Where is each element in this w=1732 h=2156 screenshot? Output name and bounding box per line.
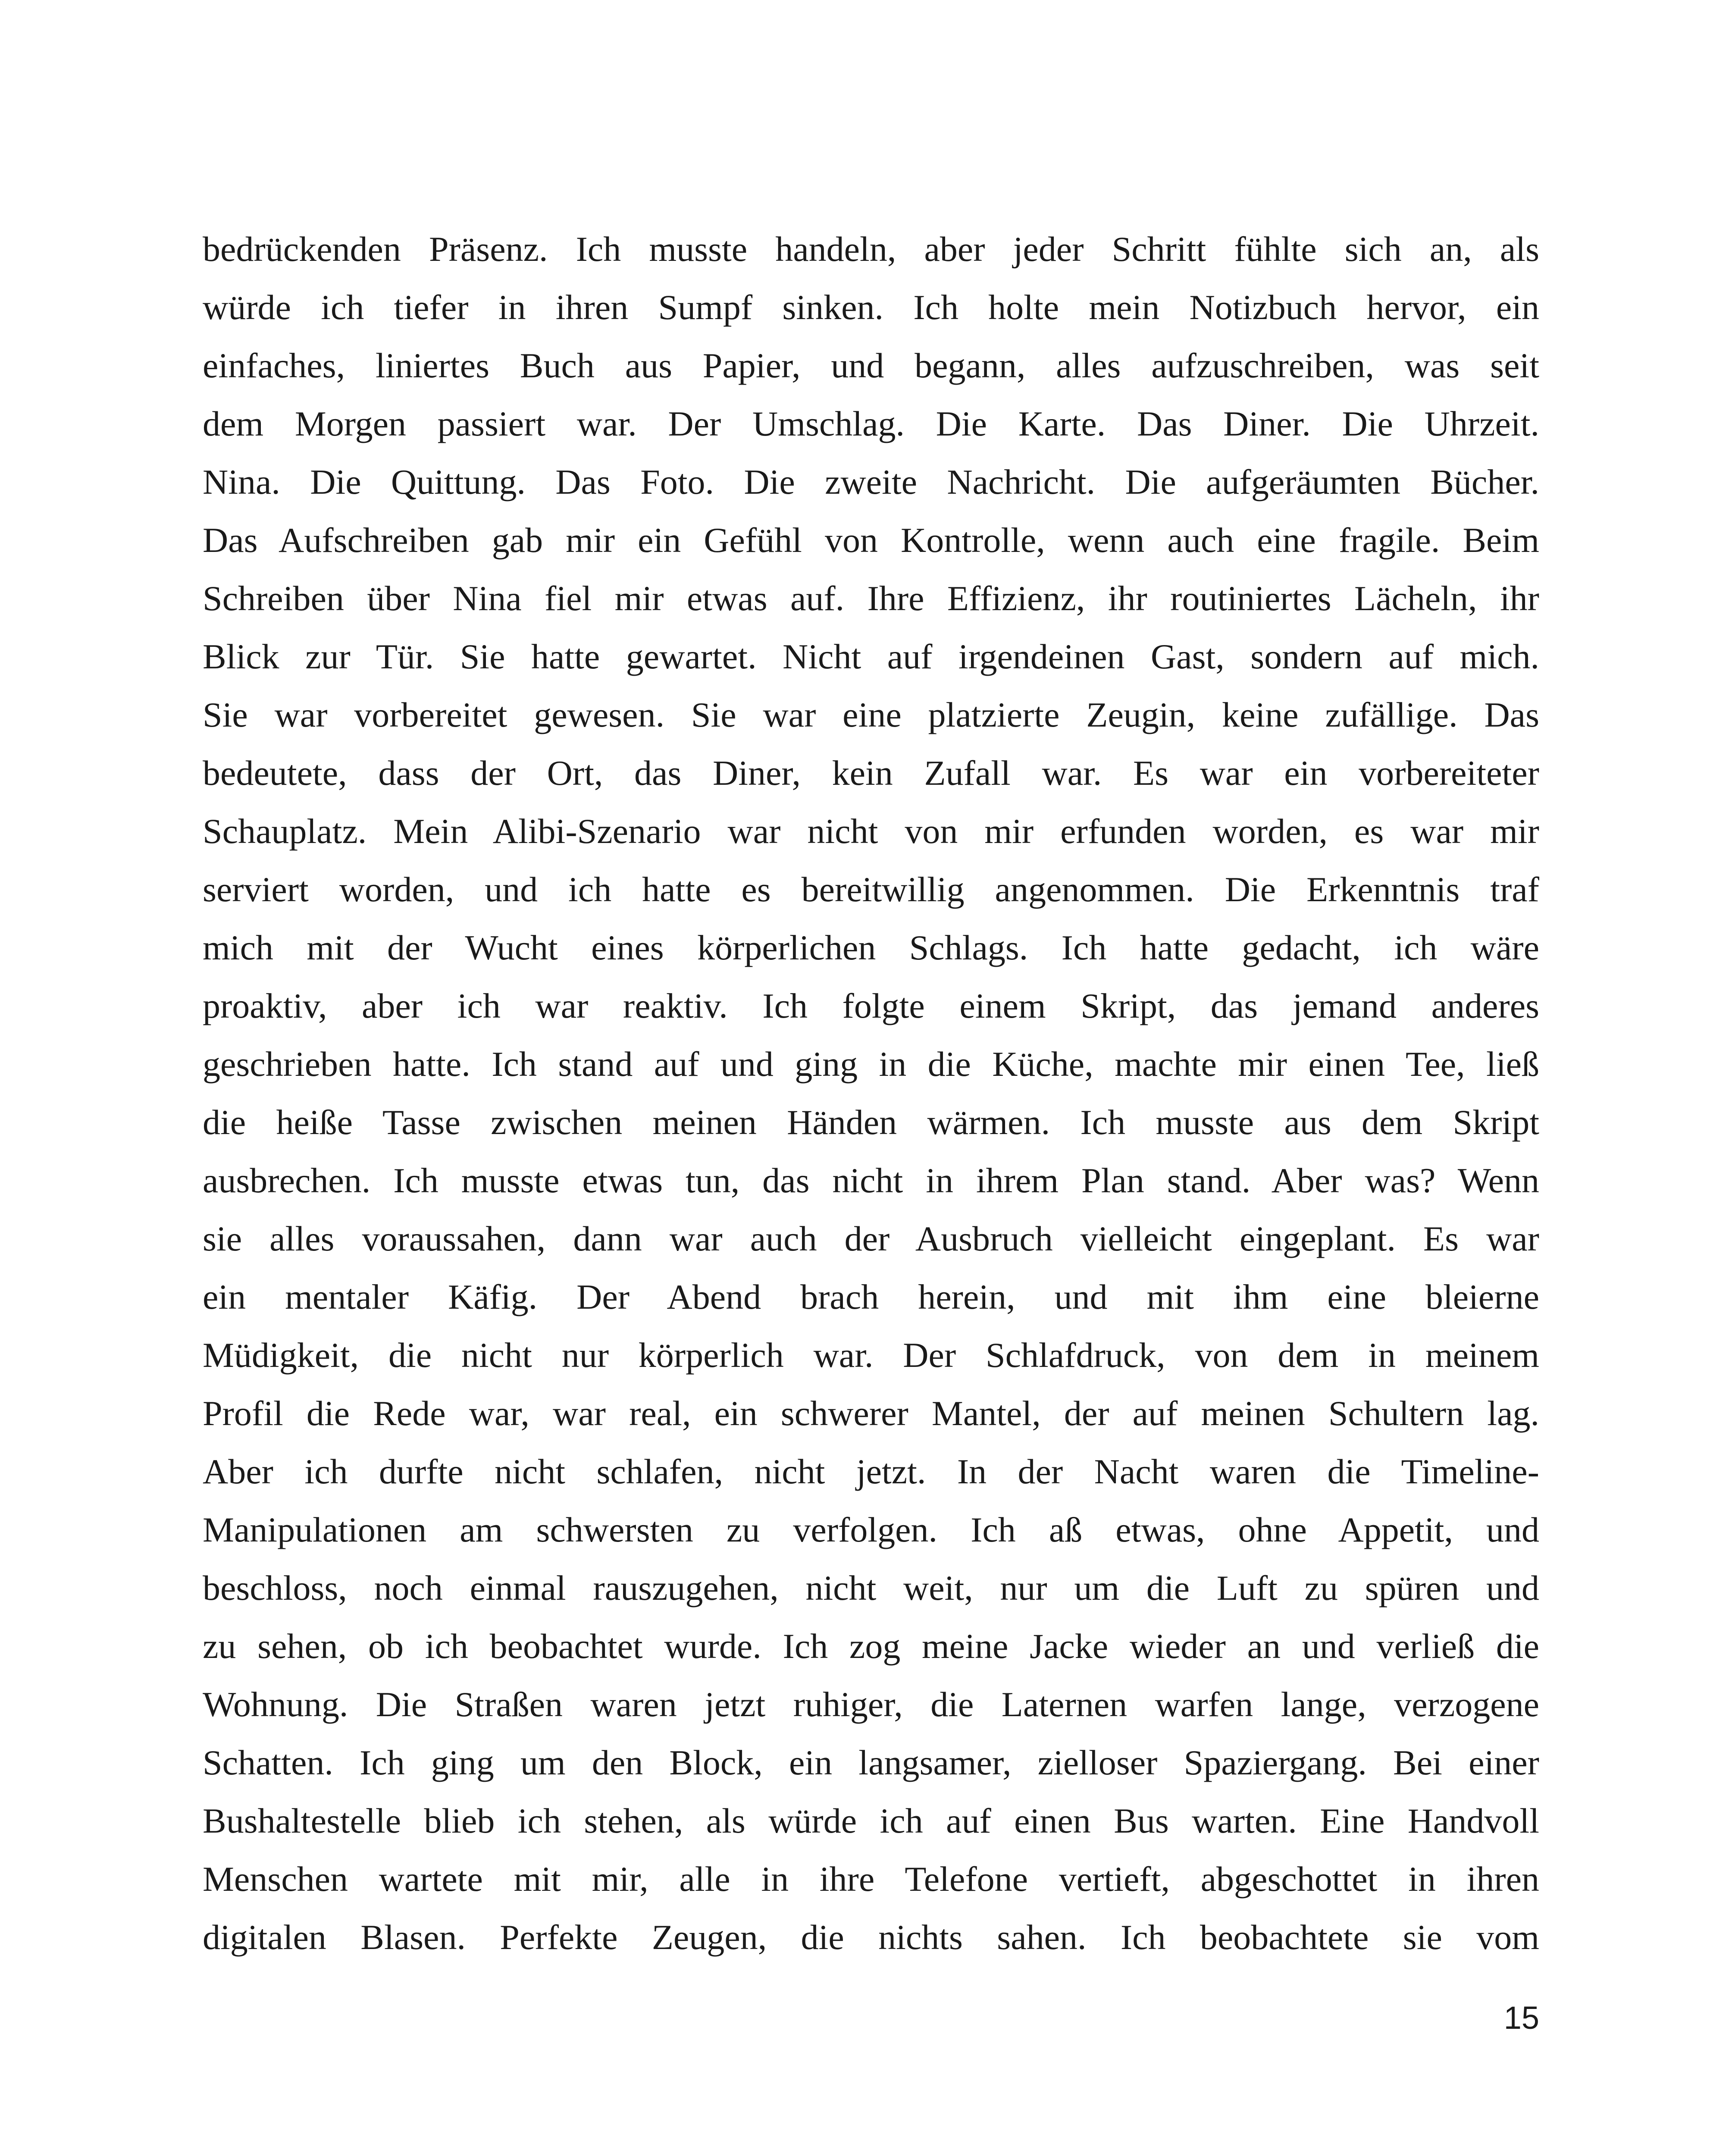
text-line: beschloss, noch einmal rauszugehen, nicht weit, nur um die Luft zu spüren und xyxy=(203,1568,1539,1608)
text-line: bedeutete, dass der Ort, das Diner, kein Zufall war. Es war ein vorbereiteter xyxy=(203,753,1539,793)
text-line: mich mit der Wucht eines körperlichen Schlags. Ich hatte gedacht, ich wäre xyxy=(203,928,1539,967)
text-line: Bushaltestelle blieb ich stehen, als würde ich auf einen Bus warten. Eine Handvoll xyxy=(203,1801,1539,1840)
text-line: Schatten. Ich ging um den Block, ein langsamer, zielloser Spaziergang. Bei einer xyxy=(203,1743,1539,1782)
text-line: dem Morgen passiert war. Der Umschlag. Die Karte. Das Diner. Die Uhrzeit. xyxy=(203,404,1539,443)
text-line: sie alles voraussahen, dann war auch der Ausbruch vielleicht eingeplant. Es war xyxy=(203,1219,1539,1258)
text-line: bedrückenden Präsenz. Ich musste handeln, aber jeder Schritt fühlte sich an, als xyxy=(203,229,1539,269)
text-line: würde ich tiefer in ihren Sumpf sinken. Ich holte mein Notizbuch hervor, ein xyxy=(203,288,1539,327)
text-line: geschrieben hatte. Ich stand auf und ging in die Küche, machte mir einen Tee, ließ xyxy=(203,1044,1539,1084)
text-line: Blick zur Tür. Sie hatte gewartet. Nicht auf irgendeinen Gast, sondern auf mich. xyxy=(203,637,1539,676)
text-line: proaktiv, aber ich war reaktiv. Ich folgte einem Skript, das jemand anderes xyxy=(203,986,1539,1025)
text-line: Nina. Die Quittung. Das Foto. Die zweite Nachricht. Die aufgeräumten Bücher. xyxy=(203,462,1539,501)
text-line: Müdigkeit, die nicht nur körperlich war. Der Schlafdruck, von dem in meinem xyxy=(203,1335,1539,1375)
page-number: 15 xyxy=(1503,2000,1539,2036)
text-line: Menschen wartete mit mir, alle in ihre Telefone vertieft, abgeschottet in ihren xyxy=(203,1859,1539,1899)
text-line: ausbrechen. Ich musste etwas tun, das nicht in ihrem Plan stand. Aber was? Wenn xyxy=(203,1161,1539,1200)
text-line: die heiße Tasse zwischen meinen Händen wärmen. Ich musste aus dem Skript xyxy=(203,1103,1539,1142)
text-line: Profil die Rede war, war real, ein schwerer Mantel, der auf meinen Schultern lag. xyxy=(203,1394,1539,1433)
text-line: Wohnung. Die Straßen waren jetzt ruhiger, die Laternen warfen lange, verzogene xyxy=(203,1685,1539,1724)
text-line: digitalen Blasen. Perfekte Zeugen, die nichts sahen. Ich beobachtete sie vom xyxy=(203,1918,1539,1957)
text-line: zu sehen, ob ich beobachtet wurde. Ich zog meine Jacke wieder an und verließ die xyxy=(203,1626,1539,1666)
text-line: ein mentaler Käfig. Der Abend brach herein, und mit ihm eine bleierne xyxy=(203,1277,1539,1316)
text-line: einfaches, liniertes Buch aus Papier, und begann, alles aufzuschreiben, was seit xyxy=(203,346,1539,385)
text-line: serviert worden, und ich hatte es bereitwillig angenommen. Die Erkenntnis traf xyxy=(203,870,1539,909)
body-text xyxy=(203,220,1539,1966)
text-line: Manipulationen am schwersten zu verfolgen. Ich aß etwas, ohne Appetit, und xyxy=(203,1510,1539,1549)
text-line: Sie war vorbereitet gewesen. Sie war eine platzierte Zeugin, keine zufällige. Das xyxy=(203,695,1539,734)
text-line: Das Aufschreiben gab mir ein Gefühl von Kontrolle, wenn auch eine fragile. Beim xyxy=(203,520,1539,560)
text-line: Schauplatz. Mein Alibi-Szenario war nicht von mir erfunden worden, es war mir xyxy=(203,812,1539,851)
text-line: Schreiben über Nina fiel mir etwas auf. Ihre Effizienz, ihr routiniertes Lächeln, ihr xyxy=(203,579,1539,618)
text-line: Aber ich durfte nicht schlafen, nicht jetzt. In der Nacht waren die Timeline- xyxy=(203,1452,1539,1491)
